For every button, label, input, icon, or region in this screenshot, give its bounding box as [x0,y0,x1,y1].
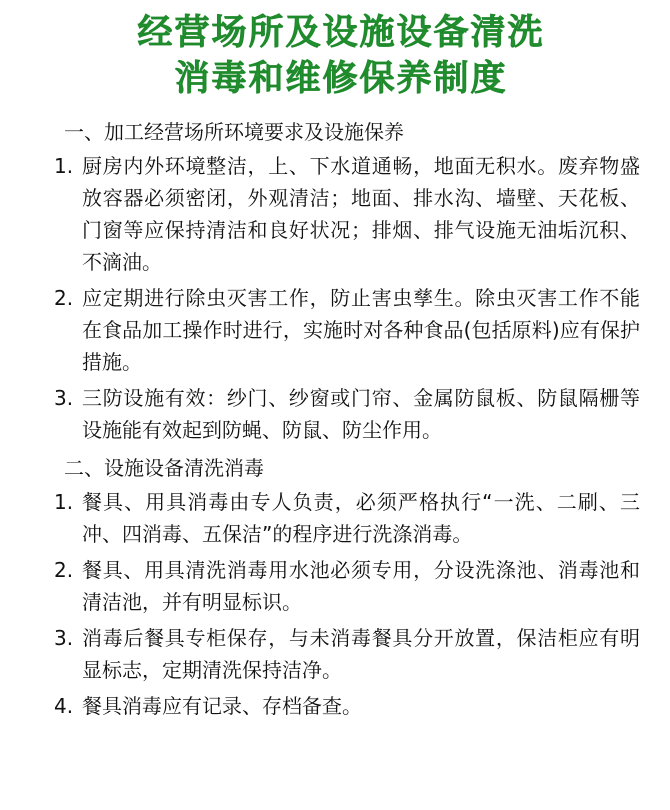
title-line-1: 经营场所及设施设备清洗 [137,13,545,53]
item-number: 1. [54,490,74,514]
list-item [54,282,640,378]
list-item [54,486,640,550]
item-text: 消毒后餐具专柜保存，与未消毒餐具分开放置，保洁柜应有明显标志，定期清洗保持洁净。 [82,626,640,682]
item-text: 餐具消毒应有记录、存档备查。 [82,694,362,718]
list-item [54,150,640,278]
list-item [54,382,640,446]
section-cleaning [42,454,640,722]
item-number: 4. [54,694,74,718]
list-item [54,622,640,686]
item-number: 3. [54,626,74,650]
item-number: 2. [54,558,74,582]
list-item [54,554,640,618]
item-text: 餐具、用具消毒由专人负责，必须严格执行“一洗、二刷、三冲、四消毒、五保洁”的程序进行洗涤消毒。 [82,490,640,546]
item-number: 1. [54,154,74,178]
item-text: 厨房内外环境整洁，上、下水道通畅，地面无积水。废弃物盛放容器必须密闭，外观清洁；地面、排水沟、墙壁、天花板、门窗等应保持清洁和良好状况；排烟、排气设施无油垢沉积、不滴油。 [82,154,640,274]
section-heading: 一、加工经营场所环境要求及设施保养 [64,120,404,144]
section-environment [42,118,640,446]
item-text: 餐具、用具清洗消毒用水池必须专用，分设洗涤池、消毒池和清洁池，并有明显标识。 [82,558,640,614]
item-number: 2. [54,286,74,310]
section-heading: 二、设施设备清洗消毒 [64,456,264,480]
item-number: 3. [54,386,74,410]
item-text: 应定期进行除虫灭害工作，防止害虫孳生。除虫灭害工作不能在食品加工操作时进行，实施时对各种食品(包括原料)应有保护措施。 [82,286,640,374]
document-title [42,10,640,102]
item-text: 三防设施有效：纱门、纱窗或门帘、金属防鼠板、防鼠隔栅等设施能有效起到防蝇、防鼠、防尘作用。 [82,386,640,442]
list-item [54,690,640,722]
title-line-2: 消毒和维修保养制度 [174,59,508,99]
